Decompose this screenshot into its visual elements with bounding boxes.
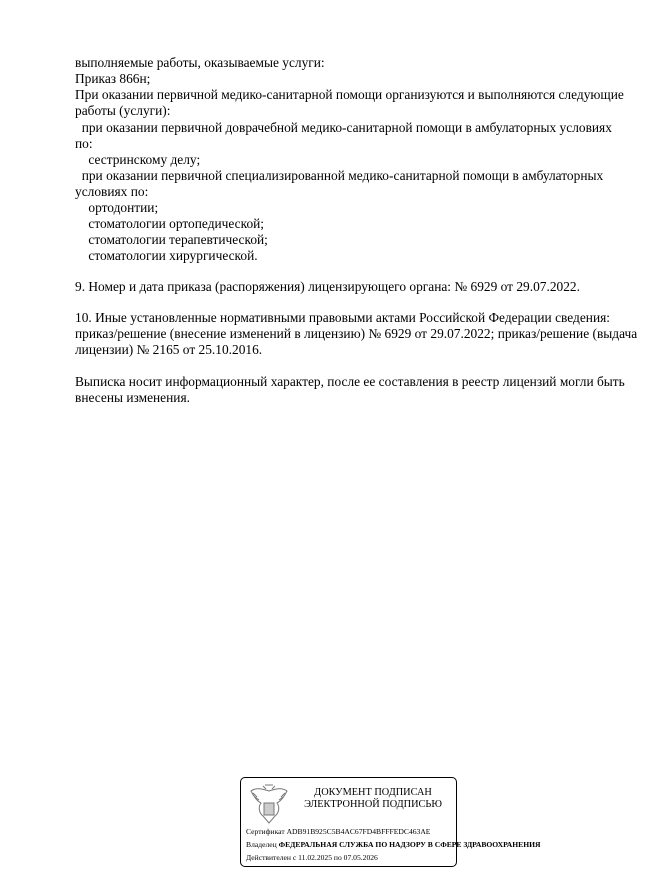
validity-line: Действителен с 11.02.2025 по 07.05.2026	[246, 853, 378, 862]
text-line: ортодонтии;	[75, 200, 159, 215]
text-line: стоматологии терапевтической;	[75, 232, 268, 247]
text-line: стоматологии ортопедической;	[75, 216, 265, 231]
text-line: выполняемые работы, оказываемые услуги:	[75, 55, 325, 70]
text-line: стоматологии хирургической.	[75, 248, 258, 263]
text-line: по:	[75, 136, 93, 151]
text-line: условиях по:	[75, 184, 149, 199]
coat-of-arms-icon	[248, 783, 290, 827]
certificate-line	[246, 827, 430, 836]
text-line: при оказании первичной специализированной медико-санитарной помощи в амбулаторных	[75, 168, 604, 183]
certificate-label: Сертификат	[246, 827, 287, 836]
text-line: сестринскому делу;	[75, 152, 201, 167]
item-9: 9. Номер и дата приказа (распоряжения) лицензирующего органа: № 6929 от 29.07.2022.	[75, 279, 580, 294]
item-10-line: лицензии) № 2165 от 25.10.2016.	[75, 342, 263, 357]
text-line: работы (услуги):	[75, 103, 171, 118]
text-line: при оказании первичной доврачебной медико-санитарной помощи в амбулаторных условиях	[75, 120, 612, 135]
electronic-signature-stamp	[240, 777, 541, 867]
note-line: Выписка носит информационный характер, после ее составления в реестр лицензий могли быть	[75, 374, 625, 389]
text-line: При оказании первичной медико-санитарной помощи организуются и выполняются следующие	[75, 87, 624, 102]
item-10-line: приказ/решение (внесение изменений в лицензию) № 6929 от 29.07.2022; приказ/решение (выдача	[75, 326, 638, 341]
item-10-line: 10. Иные установленные нормативными правовыми актами Российской Федерации сведения:	[75, 310, 610, 325]
owner-name: ФЕДЕРАЛЬНАЯ СЛУЖБА ПО НАДЗОРУ В СФЕРЕ ЗДРАВООХРАНЕНИЯ	[278, 840, 541, 849]
stamp-title: ЭЛЕКТРОННОЙ ПОДПИСЬЮ	[304, 799, 442, 810]
owner-label: Владелец	[246, 840, 279, 849]
text-line: Приказ 866н;	[75, 71, 151, 86]
stamp-title: ДОКУМЕНТ ПОДПИСАН	[314, 787, 432, 798]
note-line: внесены изменения.	[75, 390, 190, 405]
owner-line	[246, 840, 541, 849]
certificate-number: ADB91B925C5B4AC67FD4BFFFEDC463AE	[286, 827, 431, 836]
